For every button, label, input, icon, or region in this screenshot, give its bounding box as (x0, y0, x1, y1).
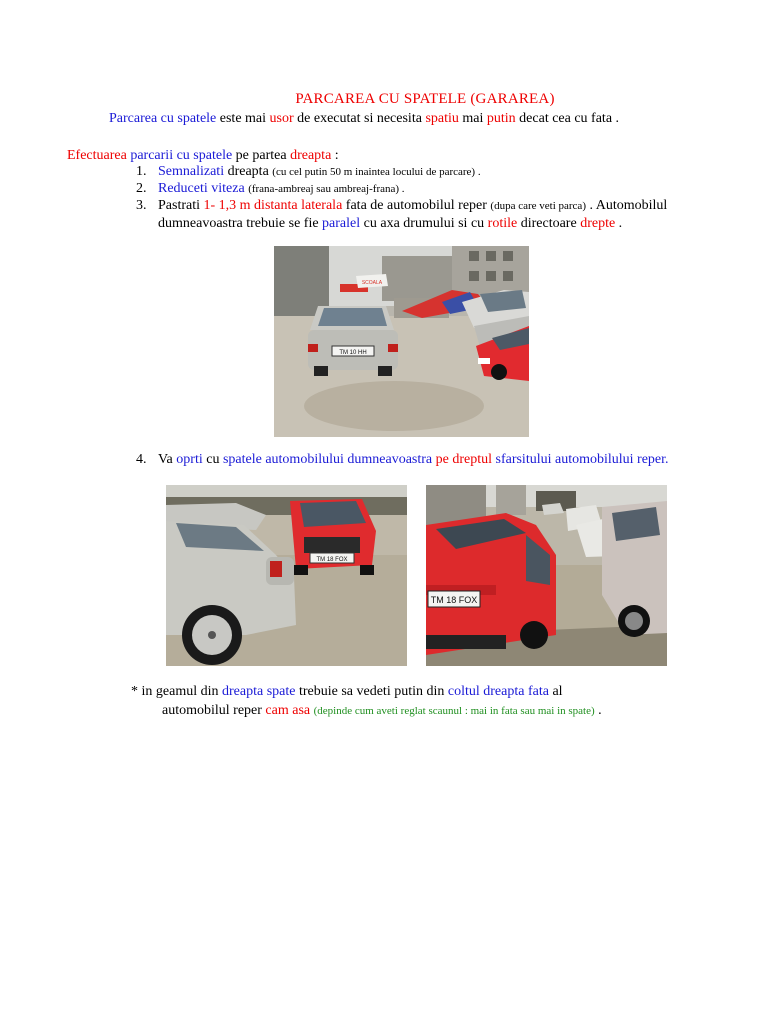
photo-rear-view (426, 485, 667, 666)
step-3-continued: dumneavoastra trebuie se fie paralel cu axa drumului si cu rotile directoare drepte . (158, 216, 623, 231)
page-title: PARCAREA CU SPATELE (GARAREA) (295, 91, 555, 107)
step-2: 2. Reduceti viteza (frana-ambreaj sau ambreaj-frana) . (136, 181, 405, 196)
photo-parking-approach (274, 246, 529, 437)
photo-parking-approach-image (274, 246, 529, 437)
license-plate-text: TM 18 FOX (316, 557, 348, 563)
intro-paragraph: Parcarea cu spatele este mai usor de executat si necesita spatiu mai putin decat cea cu fata . (109, 111, 620, 126)
photo-rear-view-image (426, 485, 667, 666)
step-4: 4. Va oprti cu spatele automobilului dumneavoastra pe dreptul sfarsitului automobilului reper. (136, 452, 669, 467)
step-3: 3. Pastrati 1- 1,3 m distanta laterala fata de automobilul reper (dupa care veti parca) . Automobilul (136, 198, 668, 213)
note-line-2: automobilul reper cam asa (depinde cum aveti reglat scaunul : mai in fata sau mai in spate) . (162, 703, 602, 718)
note-line-1: * in geamul din dreapta spate trebuie sa vedeti putin din coltul dreapta fata al (131, 684, 563, 699)
photo-stop-alongside-image (166, 485, 407, 666)
photo-stop-alongside (166, 485, 407, 666)
license-plate-text: TM 18 FOX (430, 595, 478, 605)
school-sign-text: SCOALA (361, 280, 383, 286)
section-heading: Efectuarea parcarii cu spatele pe partea dreapta : (67, 148, 339, 163)
step-1: 1. Semnalizati dreapta (cu cel putin 50 m inaintea locului de parcare) . (136, 164, 481, 179)
term-parcarea-cu-spatele: Parcarea cu spatele (109, 111, 217, 126)
license-plate-text: TM 10 HH (339, 350, 367, 356)
